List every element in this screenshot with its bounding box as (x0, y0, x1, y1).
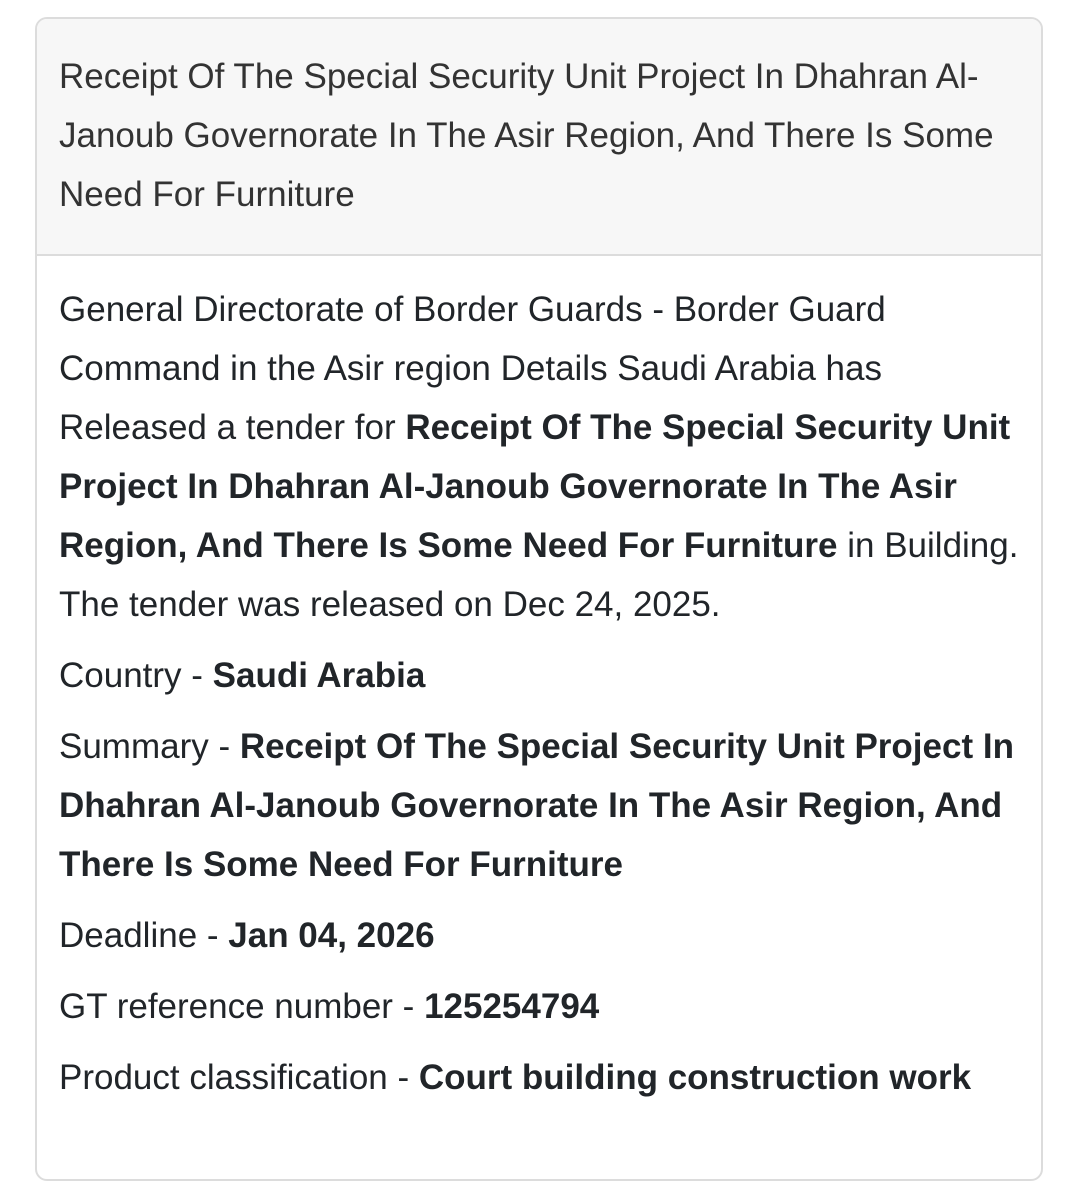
field-deadline (59, 906, 1019, 965)
field-value: Saudi Arabia (212, 656, 426, 695)
tender-card (35, 17, 1043, 1181)
description-text: General Directorate of Border Guards - Border Guard Command in the Asir region Details Saudi Arabia has Released a tender for (59, 290, 886, 447)
field-country (59, 646, 1019, 705)
field-label: Summary - (59, 727, 240, 766)
tender-title: Receipt Of The Special Security Unit Project In Dhahran Al-Janoub Governorate In The Asir Region, And There Is Some Need For Furniture (37, 19, 1041, 256)
description-bold: Receipt Of The Special Security Unit Project In Dhahran Al-Janoub Governorate In The Asir Region, And There Is Some Need For Furniture (59, 408, 1011, 565)
field-label: GT reference number - (59, 987, 425, 1026)
description-text-end: in Building. The tender was released on Dec 24, 2025. (59, 526, 1019, 624)
tender-body (37, 256, 1041, 1143)
field-label: Product classification - (59, 1058, 419, 1097)
field-value: 125254794 (424, 987, 600, 1026)
field-label: Deadline - (59, 916, 229, 955)
field-value: Court building construction work (418, 1058, 972, 1097)
field-label: Country - (59, 656, 213, 695)
field-reference (59, 977, 1019, 1036)
field-classification (59, 1048, 1019, 1107)
tender-description (59, 280, 1019, 634)
field-summary (59, 717, 1019, 894)
field-value: Receipt Of The Special Security Unit Project In Dhahran Al-Janoub Governorate In The Asir Region, And There Is Some Need For Furniture (59, 727, 1014, 884)
field-value: Jan 04, 2026 (228, 916, 435, 955)
